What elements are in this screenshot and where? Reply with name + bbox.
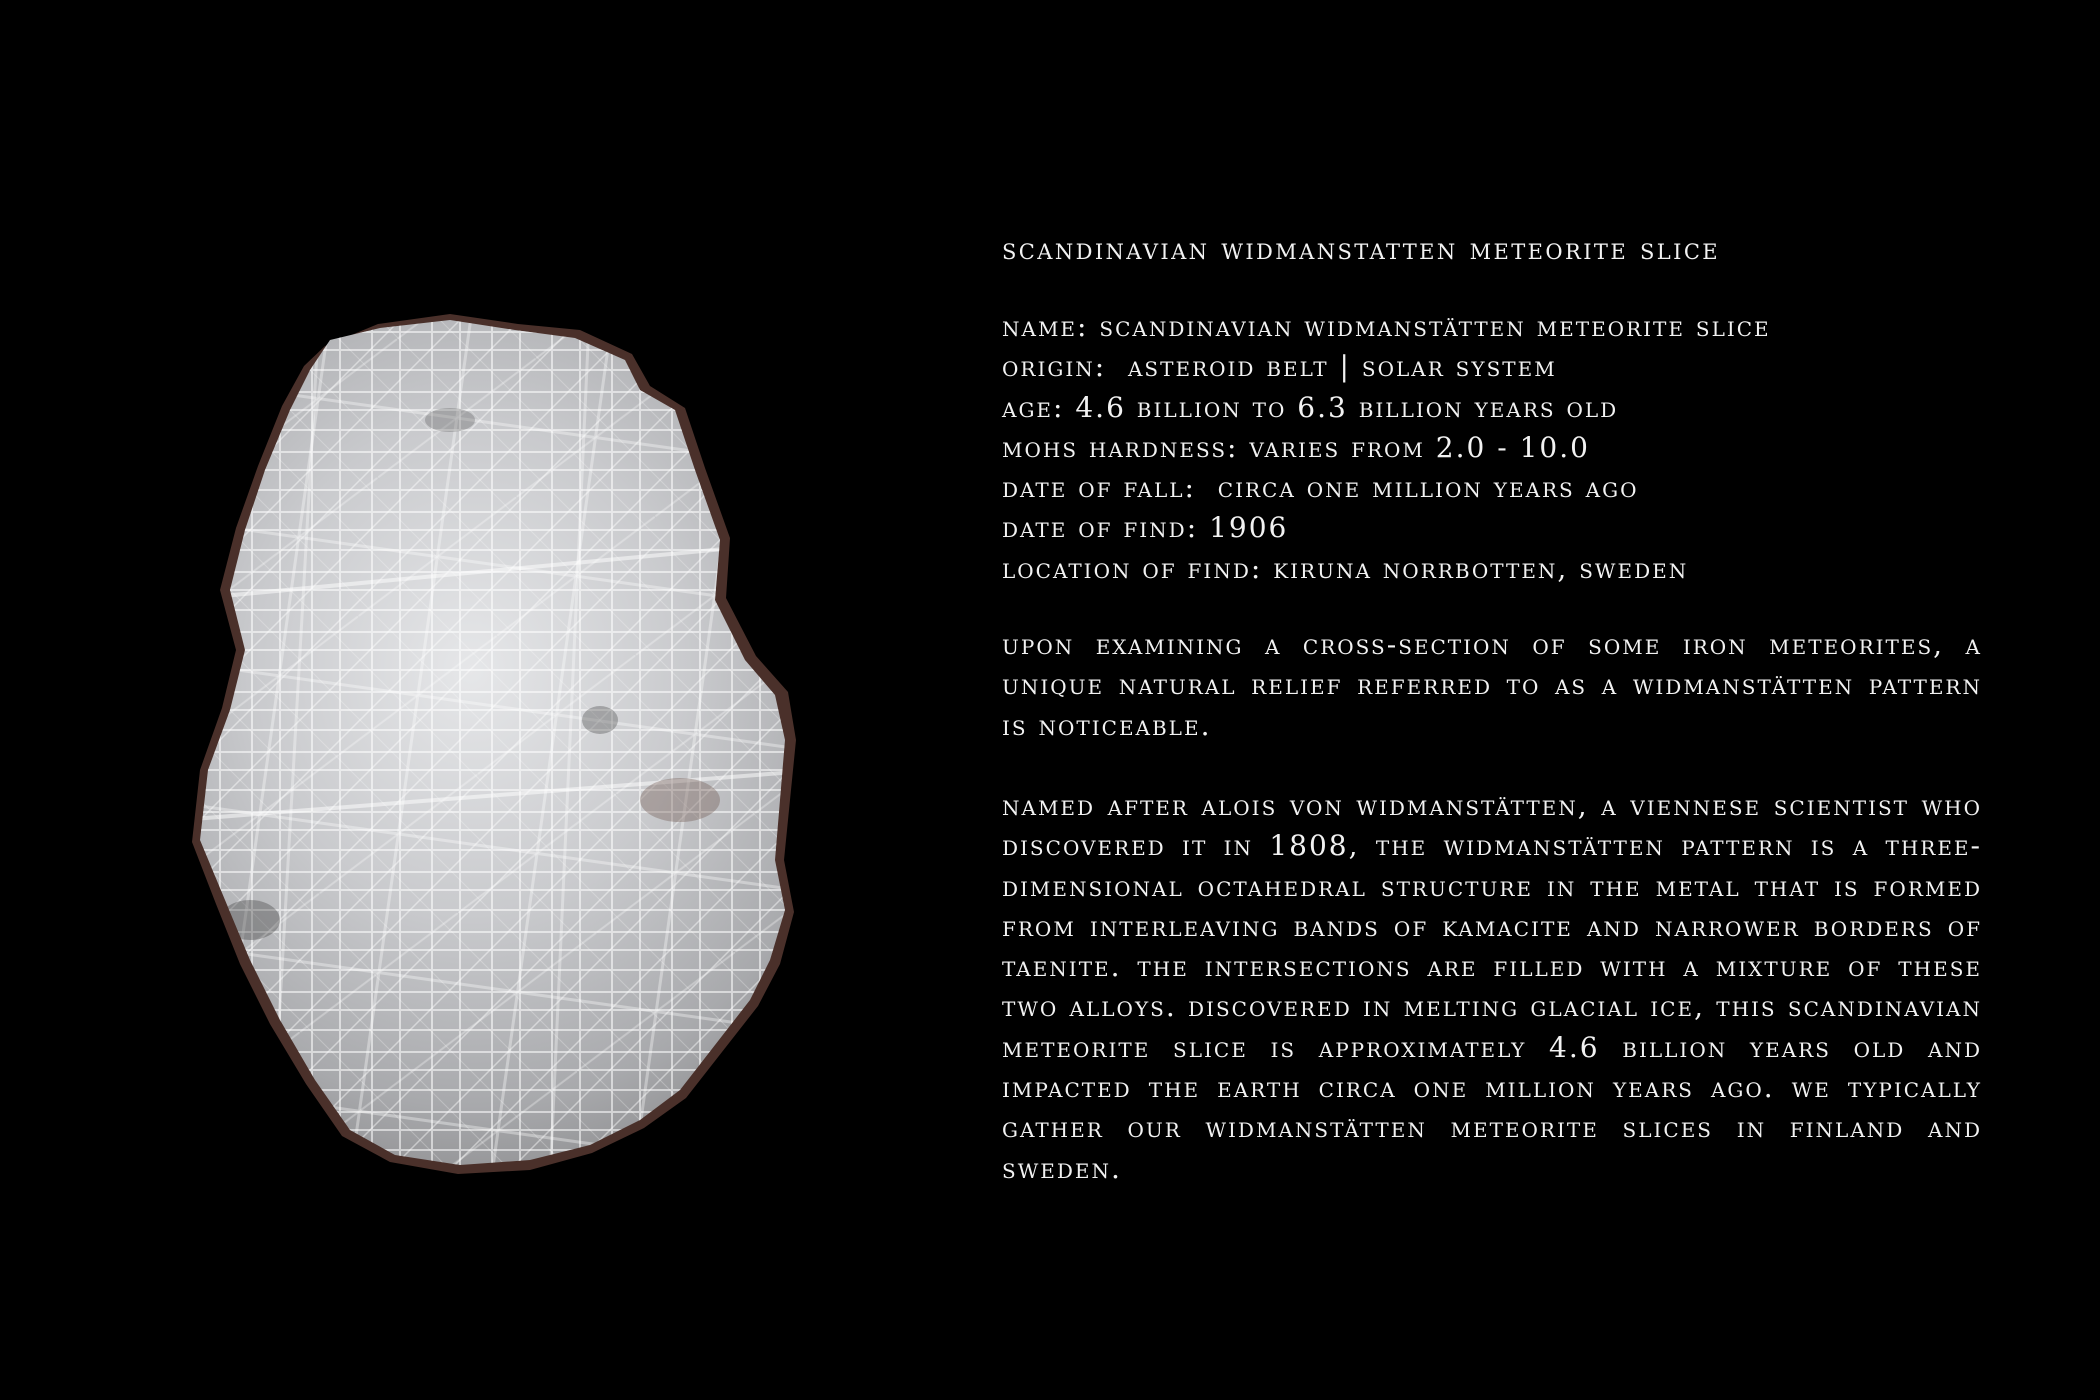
fact-label: origin: (1002, 350, 1107, 384)
fact-value: scandinavian widmanstätten meteorite slice (1099, 310, 1771, 343)
meteorite-slice-image (120, 300, 900, 1180)
meteorite-slice-graphic (120, 300, 900, 1180)
fact-date-of-find (1002, 508, 1982, 548)
fact-value: 1906 (1209, 511, 1289, 545)
fact-value: varies from 2.0 - 10.0 (1249, 430, 1590, 464)
fact-mohs-hardness (1002, 428, 1982, 468)
facts-list (1002, 307, 1982, 589)
page-title: scandinavian widmanstatten meteorite slice (1002, 232, 1721, 267)
fact-label: date of fall: (1002, 471, 1196, 505)
fact-date-of-fall (1002, 468, 1982, 508)
fact-name (1002, 307, 1982, 347)
fact-location-of-find (1002, 549, 1982, 589)
fact-label: name: (1002, 310, 1089, 343)
description-paragraph-intro: upon examining a cross-section of some iron meteorites, a unique natural relief referred to as a widmanstätten pattern is noticeable. (1002, 628, 1982, 742)
fact-value: circa one million years ago (1217, 471, 1639, 505)
fact-value: 4.6 billion to 6.3 billion years old (1075, 390, 1619, 424)
description-paragraph-detail: named after alois von widmanstätten, a viennese scientist who discovered it in 1808, the widmanstätten pattern is a three-dimensional octahedral structure in the metal that is formed from interleaving bands of kamacite and narrower borders of taenite. the intersections are filled with a mixture of these two alloys. discovered in melting glacial ice, this scandinavian meteorite slice is approximately 4.6 billion years old and impacted the earth circa one million years ago. we typically gather our widmanstätten meteorite slices in finland and sweden. (1002, 788, 1982, 1185)
fact-label: mohs hardness: (1002, 430, 1239, 464)
fact-age (1002, 388, 1982, 428)
description-panel (1002, 232, 1982, 1229)
fact-value: kiruna norrbotten, sweden (1273, 551, 1689, 585)
fact-value: asteroid belt | solar system (1127, 350, 1557, 384)
fact-label: location of find: (1002, 551, 1263, 585)
fact-label: date of find: (1002, 511, 1199, 545)
fact-label: age: (1002, 390, 1065, 424)
fact-origin (1002, 347, 1982, 387)
